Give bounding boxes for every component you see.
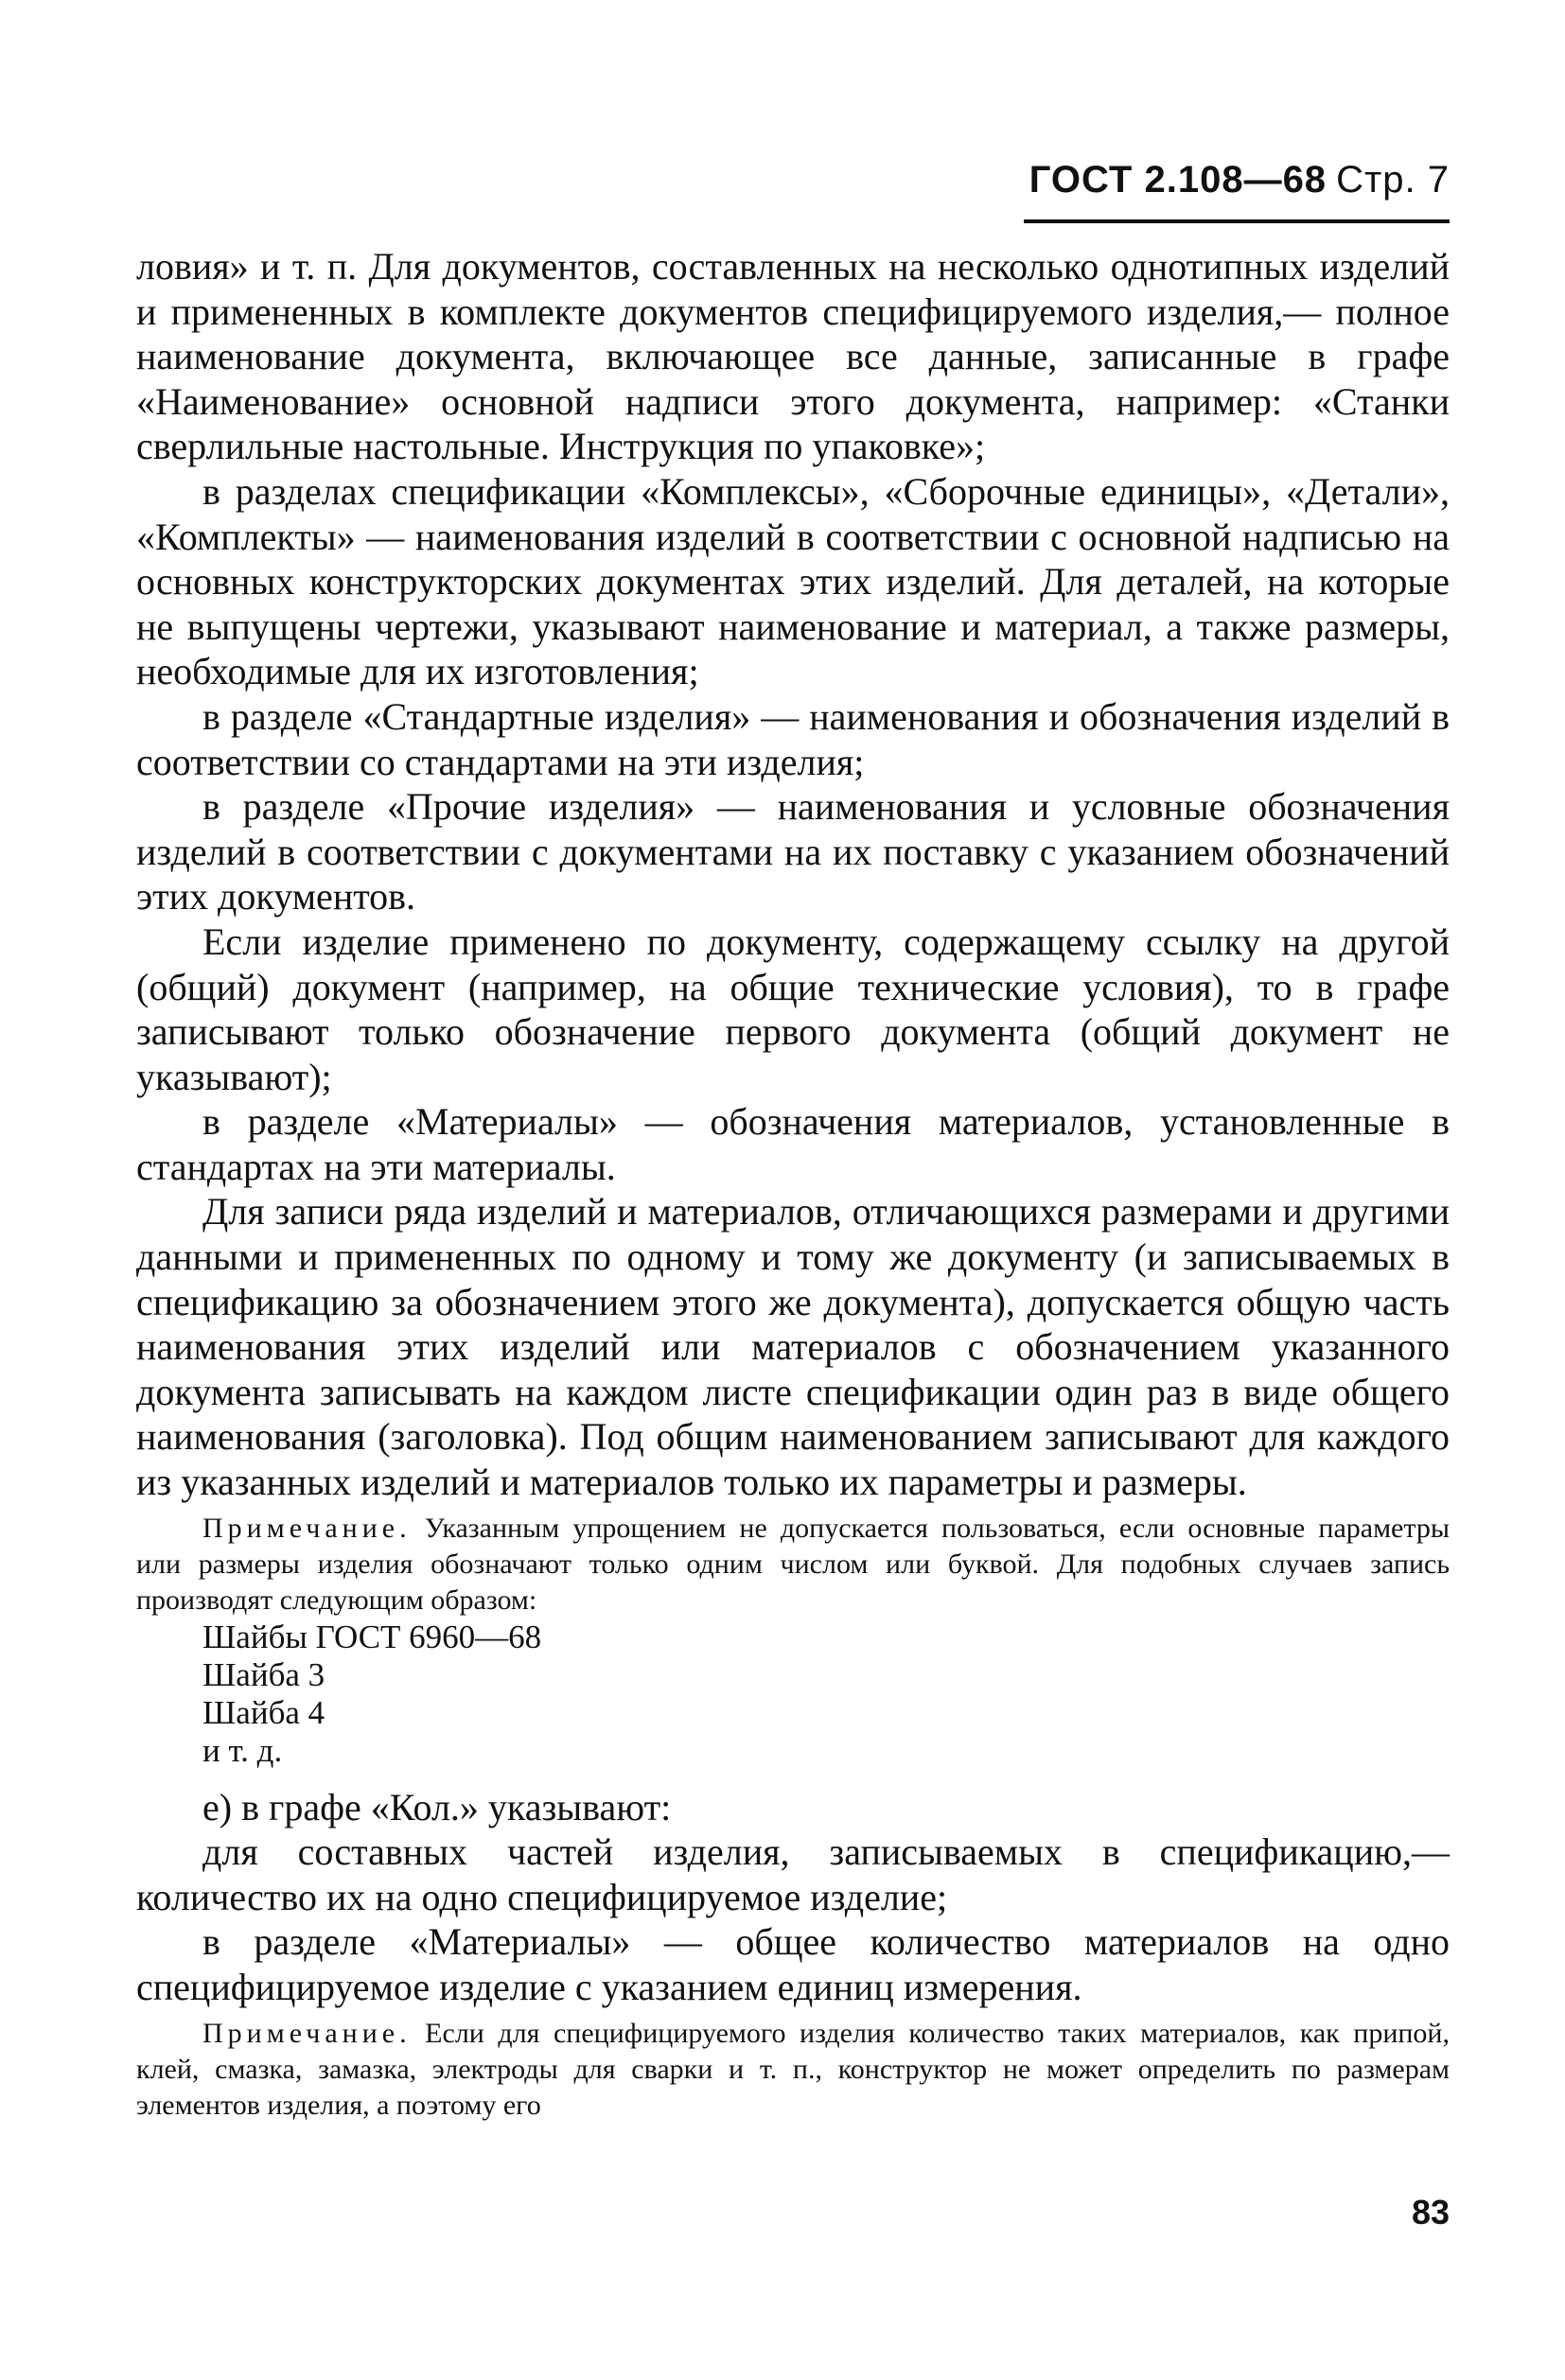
paragraph: Если изделие применено по документу, содержащему ссылку на другой (общий) документ (например, на общие технические условия), то в графе записывают только обозначение первого документа (общий документ не указывают); bbox=[136, 919, 1450, 1098]
body-text bbox=[136, 244, 1450, 2124]
note-text: Если для специфицируемого изделия количество таких материалов, как припой, клей, смазка, замазка, электроды для сварки и т. п., конструктор не может определить по размерам элементов изделия, а поэтому его bbox=[136, 2017, 1450, 2121]
paragraph: в разделе «Материалы» — обозначения материалов, установленные в стандартах на эти материалы. bbox=[136, 1100, 1450, 1188]
item-e: е) в графе «Кол.» указывают: bbox=[202, 1785, 672, 1829]
paragraph: в разделах спецификации «Комплексы», «Сборочные единицы», «Детали», «Комплекты» — наименования изделий в соответствии с основной надписью на основных конструкторских документах этих изделий. Для деталей, на которые не выпущены чертежи, указывают наименование и материал, а также размеры, необходимые для их изготовления; bbox=[136, 469, 1450, 693]
paragraph: в разделе «Стандартные изделия» — наименования и обозначения изделий в соответствии со стандартами на эти изделия; bbox=[136, 694, 1450, 783]
example-line: Шайба 4 bbox=[202, 1693, 325, 1731]
header-rule bbox=[1024, 219, 1450, 223]
page-header bbox=[1029, 159, 1450, 201]
example-line: Шайба 3 bbox=[202, 1655, 325, 1693]
note-label: Примечание. bbox=[202, 2017, 412, 2049]
note-1 bbox=[136, 1511, 1450, 1619]
paragraph: для составных частей изделия, записываемых в спецификацию,— количество их на одно специфицируемое изделие; bbox=[136, 1830, 1450, 1918]
example-line: и т. д. bbox=[202, 1731, 283, 1769]
page-number: 83 bbox=[1411, 2193, 1450, 2231]
example-block bbox=[136, 1619, 1450, 1770]
example-line: Шайбы ГОСТ 6960—68 bbox=[202, 1618, 542, 1655]
note-text: Указанным упрощением не допускается пользоваться, если основные параметры или размеры изделия обозначают только одним числом или буквой. Для подобных случаев запись производят следующим образом: bbox=[136, 1512, 1451, 1616]
paragraph: ловия» и т. п. Для документов, составленных на несколько однотипных изделий и примененных в комплекте документов специфицируемого изделия,— полное наименование документа, включающее все данные, записанные в графе «Наименование» основной надписи этого документа, например: «Станки сверлильные настольные. Инструкция по упаковке»; bbox=[136, 245, 1450, 468]
page-label: Стр. 7 bbox=[1336, 159, 1450, 201]
paragraph: Для записи ряда изделий и материалов, отличающихся размерами и другими данными и примененных по одному и тому же документу (и записываемых в спецификацию за обозначением этого же документа), допускается общую часть наименования этих изделий или материалов с обозначением указанного документа записывать на каждом листе спецификации один раз в виде общего наименования (заголовка). Под общим наименованием записывают для каждого из указанных изделий и материалов только их параметры и размеры. bbox=[136, 1190, 1450, 1504]
standard-designation: ГОСТ 2.108—68 bbox=[1029, 159, 1328, 201]
paragraph: в разделе «Прочие изделия» — наименования и условные обозначения изделий в соответствии с документами на их поставку с указанием обозначений этих документов. bbox=[136, 785, 1450, 919]
paragraph: в разделе «Материалы» — общее количество материалов на одно специфицируемое изделие с указанием единиц измерения. bbox=[136, 1920, 1450, 2008]
note-2 bbox=[136, 2016, 1450, 2124]
note-label: Примечание. bbox=[202, 1512, 412, 1544]
